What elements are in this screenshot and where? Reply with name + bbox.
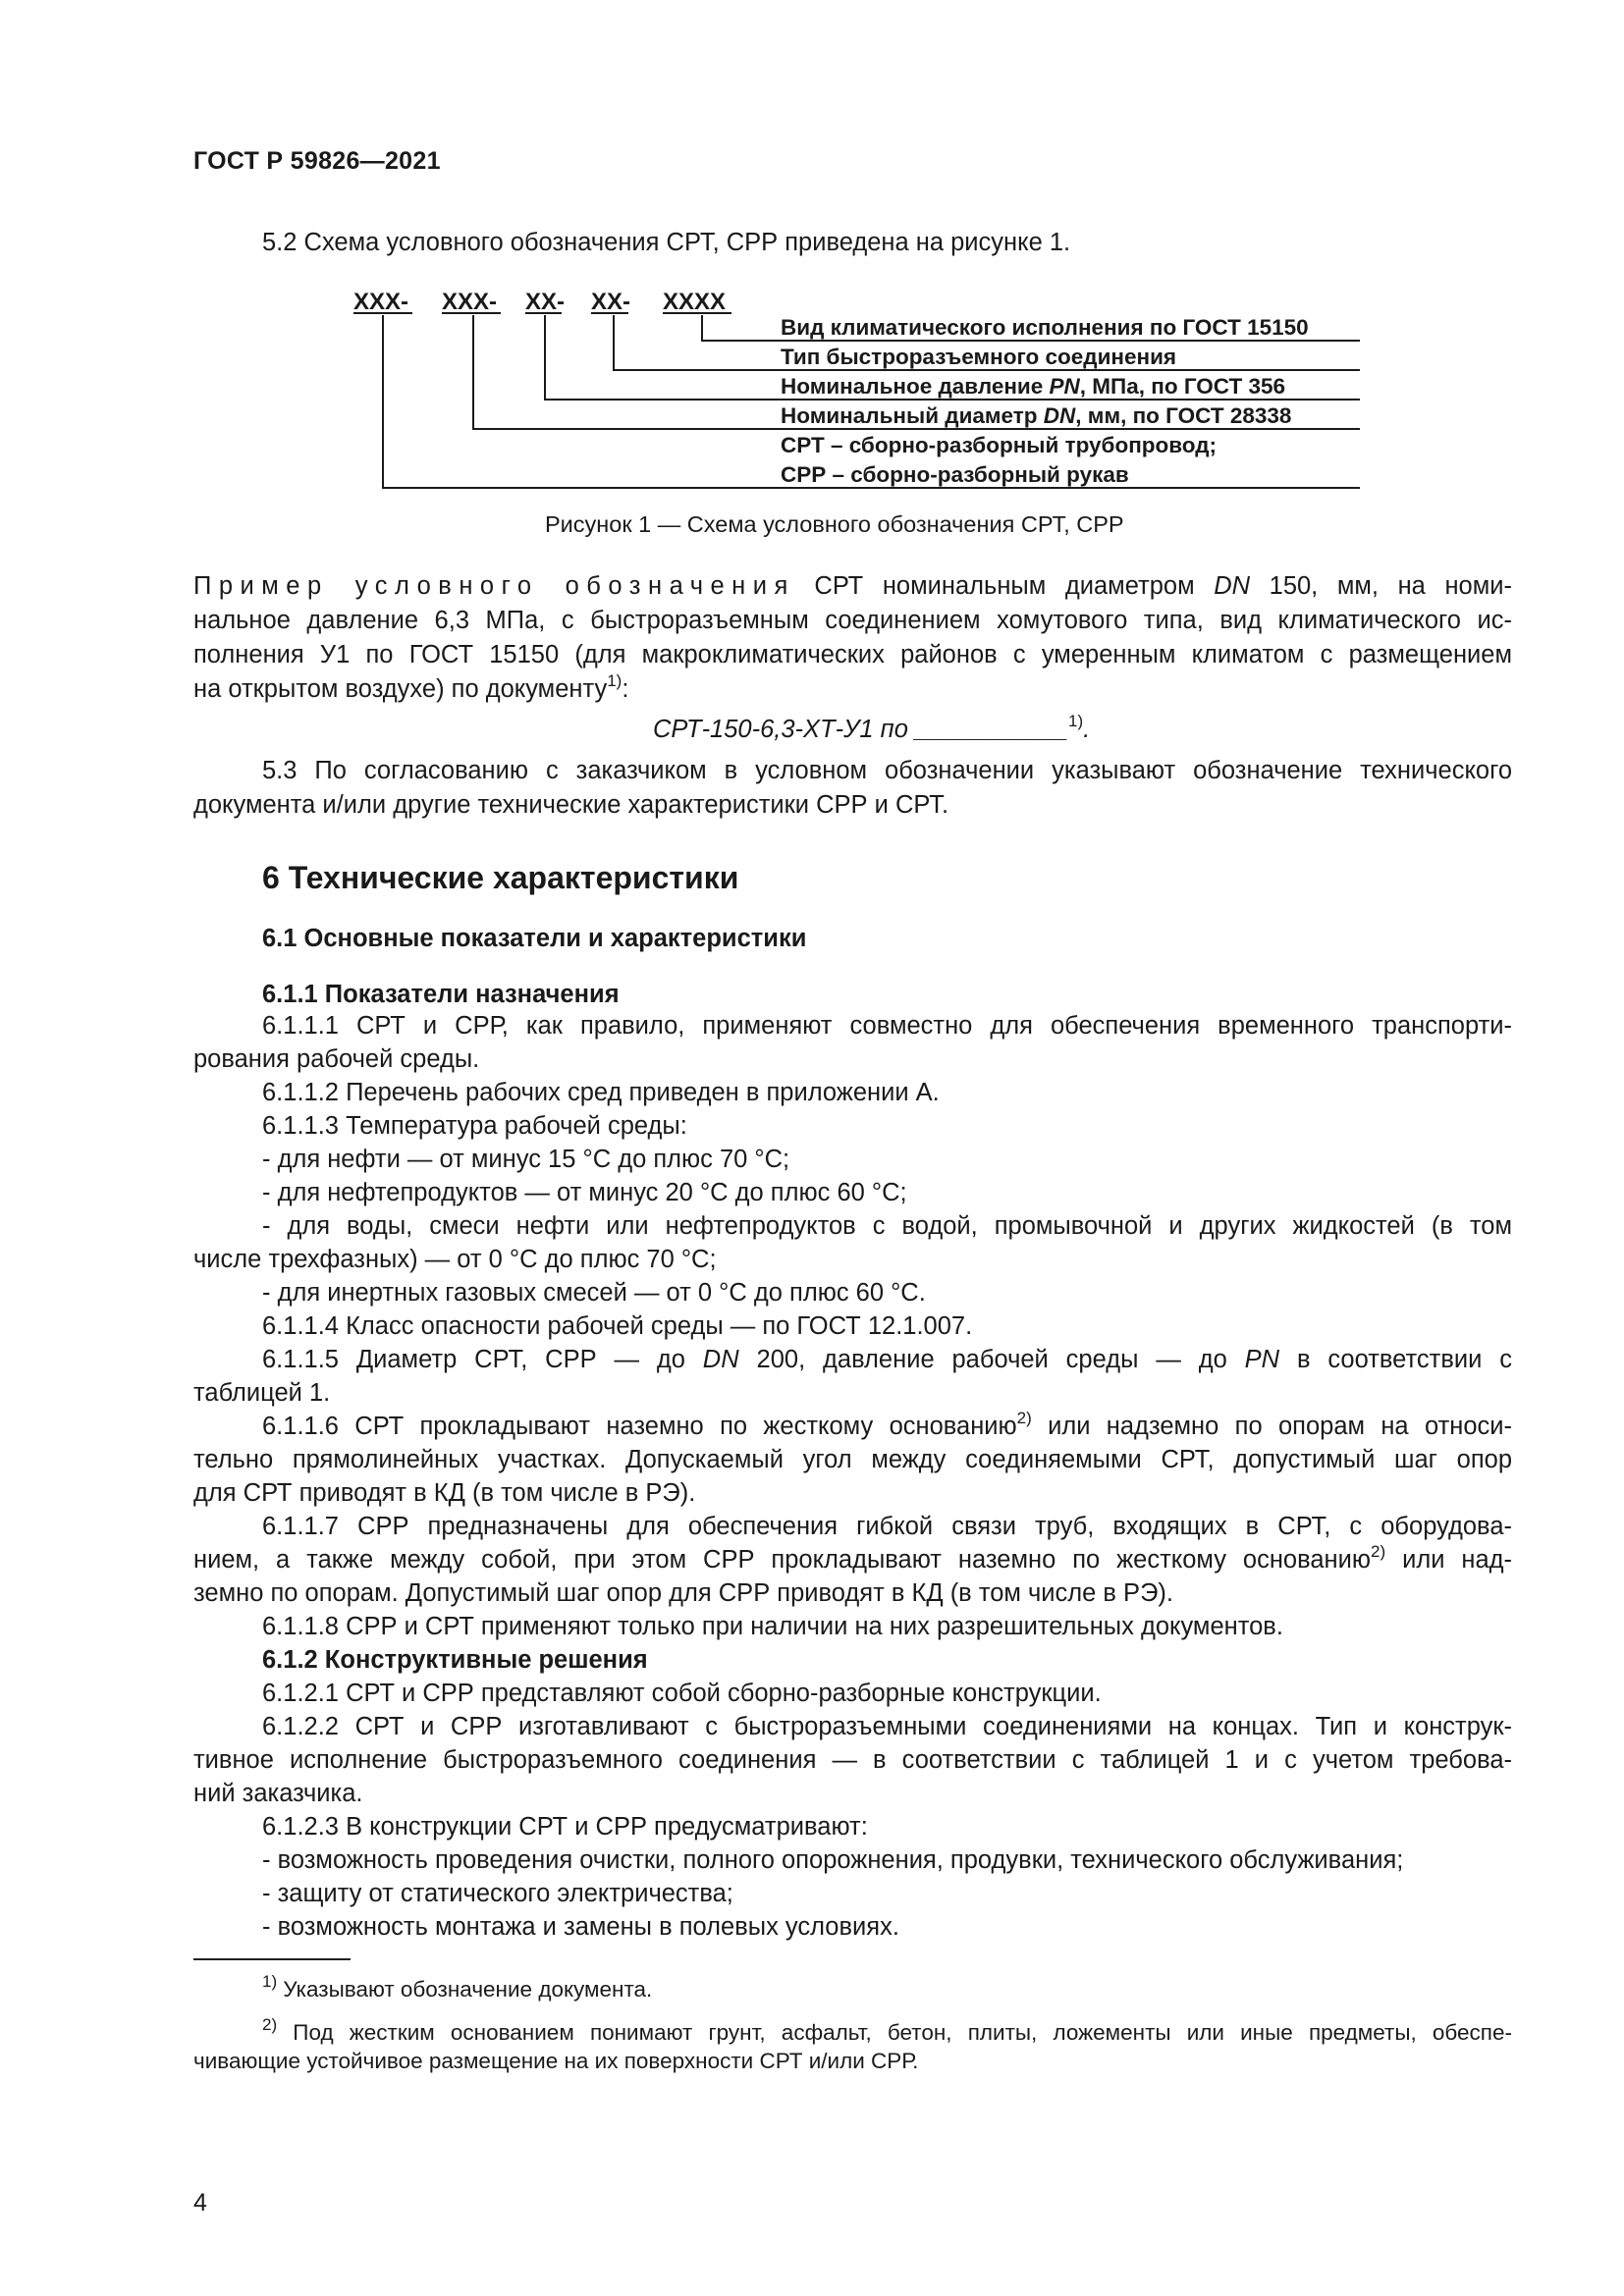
footnote-separator xyxy=(193,1958,351,1960)
p-6-1-2-1: 6.1.2.1 СРТ и СРР представляют собой сборно-разборные конструкции. xyxy=(262,1680,1102,1707)
p-6-1-2-2-line-3: ний заказчика. xyxy=(193,1780,363,1807)
p-6-1-1-6-line-1: 6.1.1.6 СРТ прокладывают наземно по жесткому основанию$^{2)}$ или надземно по опорам на относи- xyxy=(262,1408,1512,1440)
temp-oil: - для нефти — от минус 15 °С до плюс 70 °С; xyxy=(262,1146,790,1173)
item-mounting: - возможность монтажа и замены в полевых условиях. xyxy=(262,1913,899,1941)
footnote-2-line-1: $^{2)}$ Под жестким основанием понимают грунт, асфальт, бетон, плиты, ложементы или иные предметы, обеспе- xyxy=(262,2014,1512,2045)
section-6-title: 6 Технические характеристики xyxy=(262,860,739,895)
p-6-1-1-3: 6.1.1.3 Температура рабочей среды: xyxy=(262,1112,687,1140)
footnote-1: $^{1)}$ Указывают обозначение документа. xyxy=(262,1971,653,2002)
footnote-2-line-2: чивающие устойчивое размещение на их поверхности СРТ и/или СРР. xyxy=(193,2049,919,2073)
page-number: 4 xyxy=(193,2189,207,2216)
example-line-3: полнения У1 по ГОСТ 15150 (для макроклиматических районов с умеренным климатом с размещением xyxy=(193,641,1512,668)
p-6-1-1-6-line-3: для СРТ приводят в КД (в том числе в РЭ). xyxy=(193,1479,696,1507)
figure-caption: Рисунок 1 — Схема условного обозначения СРТ, СРР xyxy=(545,511,1124,537)
example-line-1: Пример условного обозначения СРТ номинальным диаметром DN 150, мм, на номи- xyxy=(193,572,1512,600)
item-cleaning: - возможность проведения очистки, полного опорожнения, продувки, технического обслуживания; xyxy=(262,1846,1404,1874)
paragraph-5-3-line-2: документа и/или другие технические характеристики СРР и СРТ. xyxy=(193,791,949,819)
p-6-1-1-5-line-1: 6.1.1.5 Диаметр СРТ, СРР — до DN 200, давление рабочей среды — до PN в соответствии с xyxy=(262,1346,1512,1373)
code-segment-5: ХХХХ xyxy=(663,289,727,315)
p-6-1-1-7-line-3: земно по опорам. Допустимый шаг опор для СРР приводят в КД (в том числе в РЭ). xyxy=(193,1579,1173,1607)
code-segment-2: ХХХ- xyxy=(442,289,498,315)
example-line-2: нальное давление 6,3 МПа, с быстроразъемным соединением хомутового типа, вид климатического ис- xyxy=(193,607,1512,634)
legend-diameter: Номинальный диаметр DN, мм, по ГОСТ 28338 xyxy=(781,403,1292,428)
paragraph-5-2: 5.2 Схема условного обозначения СРТ, СРР приведена на рисунке 1. xyxy=(262,229,1071,256)
document-header: ГОСТ Р 59826—2021 xyxy=(193,147,441,175)
item-static: - защиту от статического электричества; xyxy=(262,1880,733,1907)
code-segment-4: ХХ- xyxy=(591,289,631,315)
p-6-1-2-3: 6.1.2.3 В конструкции СРТ и СРР предусматривают: xyxy=(262,1813,868,1841)
p-6-1-1-4: 6.1.1.4 Класс опасности рабочей среды — по ГОСТ 12.1.007. xyxy=(262,1312,973,1340)
temp-products: - для нефтепродуктов — от минус 20 °С до плюс 60 °С; xyxy=(262,1179,907,1206)
p-6-1-1-1-line-2: рования рабочей среды. xyxy=(193,1045,480,1073)
legend-climatic: Вид климатического исполнения по ГОСТ 15150 xyxy=(781,315,1309,340)
legend-srr: СРР – сборно-разборный рукав xyxy=(781,462,1129,487)
temp-water-line-1: - для воды, смеси нефти или нефтепродуктов с водой, промывочной и других жидкостей (в том xyxy=(262,1212,1512,1240)
p-6-1-1-1-line-1: 6.1.1.1 СРТ и СРР, как правило, применяют совместно для обеспечения временного транспорти- xyxy=(262,1012,1512,1040)
code-segment-3: ХХ- xyxy=(525,289,566,315)
subsection-6-1-2-title: 6.1.2 Конструктивные решения xyxy=(262,1646,648,1674)
example-line-4: на открытом воздухе) по документу$^{1)}$: xyxy=(193,670,629,703)
example-formula: СРТ-150-6,3-ХТ-У1 по ___________$^{1)}$. xyxy=(653,711,1091,743)
temp-gas: - для инертных газовых смесей — от 0 °С до плюс 60 °С. xyxy=(262,1279,926,1307)
code-segment-1: ХХХ- xyxy=(353,289,409,315)
legend-connection: Тип быстроразъемного соединения xyxy=(781,345,1177,369)
subsection-6-1-1-title: 6.1.1 Показатели назначения xyxy=(262,981,620,1008)
p-6-1-1-5-line-2: таблицей 1. xyxy=(193,1379,331,1407)
p-6-1-1-6-line-2: тельно прямолинейных участках. Допускаемый угол между соединяемыми СРТ, допустимый шаг опор xyxy=(193,1446,1512,1473)
p-6-1-2-2-line-2: тивное исполнение быстроразъемного соединения — в соответствии с таблицей 1 и с учетом требова- xyxy=(193,1746,1512,1774)
designation-scheme-figure xyxy=(334,280,1375,496)
paragraph-5-3-line-1: 5.3 По согласованию с заказчиком в условном обозначении указывают обозначение технического xyxy=(262,757,1512,784)
p-6-1-1-2: 6.1.1.2 Перечень рабочих сред приведен в приложении А. xyxy=(262,1079,940,1106)
p-6-1-1-7-line-2: нием, а также между собой, при этом СРР прокладывают наземно по жесткому основанию$^{2)}$ или над- xyxy=(193,1541,1513,1574)
temp-water-line-2: числе трехфазных) — от 0 °С до плюс 70 °С; xyxy=(193,1246,717,1273)
p-6-1-2-2-line-1: 6.1.2.2 СРТ и СРР изготавливают с быстроразъемными соединениями на концах. Тип и конструк- xyxy=(262,1713,1512,1740)
legend-srt: СРТ – сборно-разборный трубопровод; xyxy=(781,433,1218,457)
legend-pressure: Номинальное давление PN, МПа, по ГОСТ 356 xyxy=(781,374,1285,399)
subsection-6-1-title: 6.1 Основные показатели и характеристики xyxy=(262,925,807,952)
p-6-1-1-7-line-1: 6.1.1.7 СРР предназначены для обеспечения гибкой связи труб, входящих в СРТ, с оборудова- xyxy=(262,1513,1512,1540)
p-6-1-1-8: 6.1.1.8 СРР и СРТ применяют только при наличии на них разрешительных документов. xyxy=(262,1613,1283,1640)
